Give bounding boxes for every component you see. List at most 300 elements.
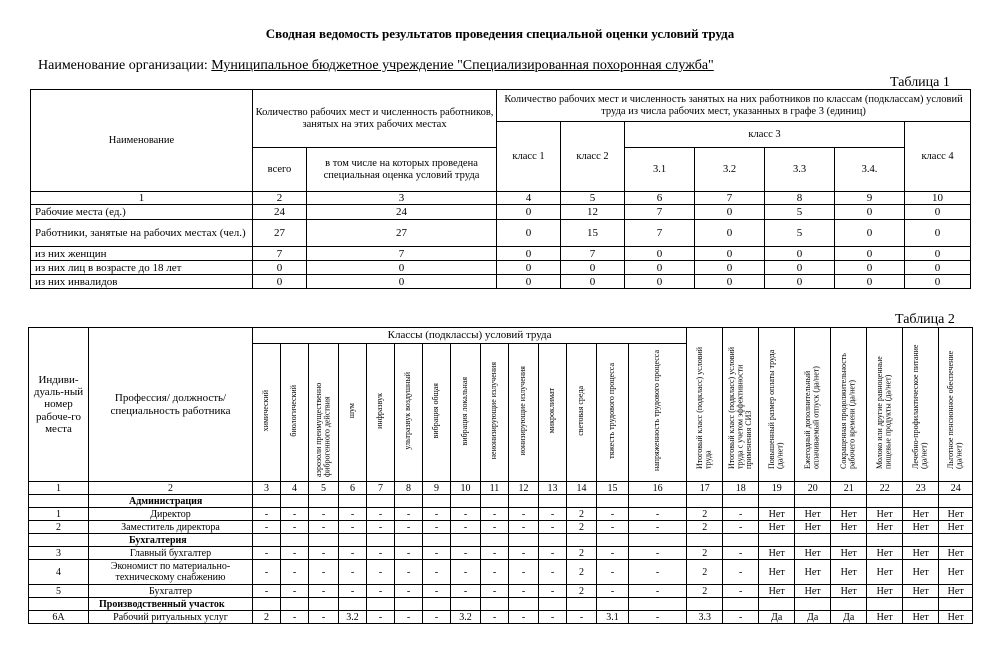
- header-factor: [281, 344, 309, 482]
- row-label: из них женщин: [31, 247, 253, 261]
- class-cell: -: [539, 560, 567, 585]
- class-cell: -: [423, 611, 451, 624]
- class-cell: Нет: [867, 611, 903, 624]
- header-total: всего: [253, 148, 307, 192]
- header-extra: [867, 328, 903, 482]
- class-cell: 2: [567, 585, 597, 598]
- class-cell: Нет: [939, 611, 973, 624]
- class-cell: -: [281, 508, 309, 521]
- class-cell: -: [451, 560, 481, 585]
- vertical-label: Итоговый класс (подкласс) условий труда: [695, 346, 713, 469]
- class-cell: -: [481, 585, 509, 598]
- class-cell: Нет: [795, 521, 831, 534]
- col-number: 15: [597, 482, 629, 495]
- vertical-label: Повышенный размер оплаты труда (да/нет): [767, 349, 785, 469]
- cell: 7: [307, 247, 497, 261]
- workplace-id: 2: [29, 521, 89, 534]
- class-cell: -: [723, 521, 759, 534]
- cell: 24: [253, 205, 307, 220]
- class-cell: Нет: [867, 585, 903, 598]
- header-factor: [253, 344, 281, 482]
- header-factor: [567, 344, 597, 482]
- col-number: 11: [481, 482, 509, 495]
- class-cell: -: [423, 560, 451, 585]
- header-factor: [451, 344, 481, 482]
- cell: 0: [253, 261, 307, 275]
- section-title: Бухгалтерия: [89, 534, 253, 547]
- row-label: из них инвалидов: [31, 275, 253, 289]
- document-title: Сводная ведомость результатов проведения специальной оценки условий труда: [265, 26, 735, 41]
- cell: 0: [253, 275, 307, 289]
- class-cell: -: [539, 508, 567, 521]
- class-cell: -: [451, 508, 481, 521]
- class-cell: Да: [759, 611, 795, 624]
- class-cell: -: [509, 521, 539, 534]
- class-cell: 2: [687, 508, 723, 521]
- class-cell: -: [395, 611, 423, 624]
- class-cell: Нет: [939, 521, 973, 534]
- col-number: 2: [253, 192, 307, 205]
- col-number: 4: [497, 192, 561, 205]
- class-cell: Нет: [939, 560, 973, 585]
- class-cell: -: [423, 508, 451, 521]
- table-row: [29, 560, 973, 585]
- class-cell: -: [629, 611, 687, 624]
- vertical-label: химический: [261, 390, 271, 432]
- class-cell: -: [539, 585, 567, 598]
- class-cell: -: [481, 521, 509, 534]
- cell: 0: [835, 261, 905, 275]
- profession-name: Бухгалтер: [89, 585, 253, 598]
- row-label: Рабочие места (ед.): [31, 205, 253, 220]
- class-cell: 3.1: [597, 611, 629, 624]
- class-cell: -: [509, 560, 539, 585]
- class-cell: -: [423, 547, 451, 560]
- header-count: Количество рабочих мест и численность работников, занятых на этих рабочих местах: [253, 90, 497, 148]
- vertical-label: Сокращенная продолжительность рабочего времени (да/нет): [839, 353, 857, 469]
- cell: 7: [625, 205, 695, 220]
- cell: 0: [561, 275, 625, 289]
- class-cell: 3.2: [451, 611, 481, 624]
- col-number: 16: [629, 482, 687, 495]
- class-cell: Нет: [903, 508, 939, 521]
- class-cell: -: [309, 547, 339, 560]
- header-factor: [597, 344, 629, 482]
- section-row: [29, 495, 973, 508]
- class-cell: -: [395, 585, 423, 598]
- class-cell: -: [723, 547, 759, 560]
- cell: 0: [905, 275, 971, 289]
- cell: 7: [561, 247, 625, 261]
- class-cell: Нет: [903, 521, 939, 534]
- cell: 0: [695, 220, 765, 247]
- col-number: 2: [89, 482, 253, 495]
- vertical-label: вибрация локальная: [460, 376, 470, 446]
- header-factor: [539, 344, 567, 482]
- class-cell: -: [253, 508, 281, 521]
- table-row: [31, 247, 971, 261]
- class-cell: 2: [253, 611, 281, 624]
- class-cell: -: [339, 521, 367, 534]
- class-cell: Нет: [867, 547, 903, 560]
- class-cell: Да: [831, 611, 867, 624]
- class-cell: -: [367, 585, 395, 598]
- summary-table: [30, 89, 971, 289]
- class-cell: Нет: [795, 547, 831, 560]
- class-cell: -: [539, 547, 567, 560]
- class-cell: Да: [795, 611, 831, 624]
- col-number: 7: [695, 192, 765, 205]
- header-factor: [309, 344, 339, 482]
- col-number: 12: [509, 482, 539, 495]
- class-cell: -: [723, 508, 759, 521]
- col-number: 1: [29, 482, 89, 495]
- class-cell: -: [539, 611, 567, 624]
- vertical-label: вибрация общая: [431, 383, 441, 439]
- cell: 0: [835, 220, 905, 247]
- cell: 0: [765, 247, 835, 261]
- class-cell: Нет: [939, 508, 973, 521]
- cell: 7: [253, 247, 307, 261]
- workplace-id: 1: [29, 508, 89, 521]
- header-factor: [481, 344, 509, 482]
- class-cell: -: [395, 508, 423, 521]
- class-cell: -: [629, 508, 687, 521]
- table-row: [29, 611, 973, 624]
- cell: 0: [561, 261, 625, 275]
- profession-name: Рабочий ритуальных услуг: [89, 611, 253, 624]
- section-row: [29, 598, 973, 611]
- organization-label: Наименование организации:: [38, 58, 208, 73]
- section-title: Производственный участок: [89, 598, 253, 611]
- row-label: из них лиц в возрасте до 18 лет: [31, 261, 253, 275]
- header-3-4: 3.4.: [835, 148, 905, 192]
- class-cell: -: [281, 611, 309, 624]
- col-number: 8: [765, 192, 835, 205]
- cell: 0: [835, 205, 905, 220]
- table-row: [29, 585, 973, 598]
- profession-name: Заместитель директора: [89, 521, 253, 534]
- vertical-label: неионизирующие излучения: [489, 362, 499, 460]
- workplace-id: 6А: [29, 611, 89, 624]
- cell: 27: [307, 220, 497, 247]
- table1-caption: Таблица 1: [890, 75, 950, 90]
- class-cell: 2: [687, 585, 723, 598]
- column-numbers: [29, 482, 973, 495]
- table2-caption: Таблица 2: [895, 312, 955, 327]
- vertical-label: световая среда: [576, 386, 586, 436]
- cell: 0: [497, 261, 561, 275]
- header-factor: [629, 344, 687, 482]
- profession-name: Главный бухгалтер: [89, 547, 253, 560]
- profession-name: Директор: [89, 508, 253, 521]
- class-cell: 2: [567, 560, 597, 585]
- vertical-label: ионизирующие излучения: [518, 366, 528, 456]
- col-number: 18: [723, 482, 759, 495]
- vertical-label: Ежегодный дополнительный оплачиваемый отпуск (да/нет): [803, 366, 821, 469]
- workplace-id: 3: [29, 547, 89, 560]
- header-class4: класс 4: [905, 122, 971, 192]
- class-cell: Нет: [867, 521, 903, 534]
- class-cell: -: [629, 521, 687, 534]
- cell: 27: [253, 220, 307, 247]
- cell: 0: [497, 205, 561, 220]
- cell: 0: [765, 275, 835, 289]
- header-factor: [339, 344, 367, 482]
- cell: 0: [497, 220, 561, 247]
- cell: 24: [307, 205, 497, 220]
- class-cell: -: [281, 547, 309, 560]
- class-cell: -: [509, 508, 539, 521]
- class-cell: -: [481, 611, 509, 624]
- class-cell: -: [339, 547, 367, 560]
- cell: 0: [905, 247, 971, 261]
- cell: 0: [497, 247, 561, 261]
- cell: 0: [835, 247, 905, 261]
- class-cell: -: [309, 521, 339, 534]
- cell: 0: [905, 261, 971, 275]
- cell: 0: [695, 205, 765, 220]
- class-cell: -: [395, 560, 423, 585]
- class-cell: -: [253, 560, 281, 585]
- class-cell: -: [629, 585, 687, 598]
- class-cell: 2: [687, 547, 723, 560]
- table-row: [31, 275, 971, 289]
- col-number: 17: [687, 482, 723, 495]
- class-cell: -: [309, 611, 339, 624]
- header-name: Наименование: [31, 90, 253, 192]
- class-cell: -: [339, 560, 367, 585]
- vertical-label: аэрозоли преимущественно фиброгенного действия: [314, 382, 332, 477]
- header-3-1: 3.1: [625, 148, 695, 192]
- class-cell: Нет: [759, 521, 795, 534]
- class-cell: Нет: [903, 611, 939, 624]
- class-cell: Нет: [795, 560, 831, 585]
- class-cell: -: [367, 508, 395, 521]
- cell: 0: [695, 275, 765, 289]
- class-cell: -: [451, 547, 481, 560]
- cell: 0: [497, 275, 561, 289]
- class-cell: 2: [567, 521, 597, 534]
- col-number: 3: [253, 482, 281, 495]
- class-cell: Нет: [795, 585, 831, 598]
- cell: 0: [625, 261, 695, 275]
- vertical-label: тяжесть трудового процесса: [607, 363, 617, 459]
- section-row: [29, 534, 973, 547]
- cell: 12: [561, 205, 625, 220]
- class-cell: -: [395, 521, 423, 534]
- header-extra: [831, 328, 867, 482]
- table-row: [29, 508, 973, 521]
- col-number: 10: [451, 482, 481, 495]
- class-cell: Нет: [759, 508, 795, 521]
- col-number: 5: [309, 482, 339, 495]
- class-cell: -: [481, 508, 509, 521]
- class-cell: -: [309, 508, 339, 521]
- col-number: 4: [281, 482, 309, 495]
- header-extra: [903, 328, 939, 482]
- header-factor: [395, 344, 423, 482]
- cell: 5: [765, 220, 835, 247]
- class-cell: -: [723, 560, 759, 585]
- class-cell: Нет: [759, 547, 795, 560]
- class-cell: Нет: [831, 560, 867, 585]
- class-cell: -: [281, 521, 309, 534]
- vertical-label: Молоко или другие равноценные пищевые продукты (да/нет): [875, 356, 893, 469]
- class-cell: -: [597, 585, 629, 598]
- col-number: 8: [395, 482, 423, 495]
- header-extra: [795, 328, 831, 482]
- class-cell: -: [339, 508, 367, 521]
- header-factor: [423, 344, 451, 482]
- class-cell: Нет: [831, 585, 867, 598]
- col-number: 19: [759, 482, 795, 495]
- class-cell: 2: [567, 547, 597, 560]
- table-row: [31, 220, 971, 247]
- col-number: 5: [561, 192, 625, 205]
- table-row: [29, 521, 973, 534]
- class-cell: Нет: [795, 508, 831, 521]
- class-cell: -: [567, 611, 597, 624]
- cell: 5: [765, 205, 835, 220]
- table-row: [31, 205, 971, 220]
- cell: 0: [625, 247, 695, 261]
- cell: 0: [765, 261, 835, 275]
- cell: 0: [905, 205, 971, 220]
- class-cell: -: [597, 547, 629, 560]
- col-number: 20: [795, 482, 831, 495]
- class-cell: Нет: [831, 547, 867, 560]
- class-cell: -: [597, 521, 629, 534]
- class-cell: Нет: [903, 585, 939, 598]
- class-cell: -: [253, 521, 281, 534]
- class-cell: 3.3: [687, 611, 723, 624]
- cell: 0: [905, 220, 971, 247]
- col-number: 3: [307, 192, 497, 205]
- class-cell: -: [367, 611, 395, 624]
- class-cell: -: [509, 547, 539, 560]
- class-cell: -: [509, 585, 539, 598]
- vertical-label: биологический: [289, 385, 299, 437]
- header-factor: [367, 344, 395, 482]
- class-cell: Нет: [939, 547, 973, 560]
- col-number: 14: [567, 482, 597, 495]
- class-cell: -: [629, 547, 687, 560]
- header-class2: класс 2: [561, 122, 625, 192]
- cell: 0: [307, 261, 497, 275]
- vertical-label: микроклимат: [547, 388, 557, 434]
- class-cell: Нет: [831, 521, 867, 534]
- class-cell: -: [395, 547, 423, 560]
- class-cell: -: [451, 585, 481, 598]
- class-cell: Нет: [867, 508, 903, 521]
- col-number: 7: [367, 482, 395, 495]
- vertical-label: ультразвук воздушный: [403, 372, 413, 450]
- table-row: [31, 261, 971, 275]
- class-cell: -: [597, 560, 629, 585]
- cell: 0: [695, 261, 765, 275]
- col-number: 9: [835, 192, 905, 205]
- cell: 0: [307, 275, 497, 289]
- header-profession: Профессия/ должность/ специальность работника: [89, 328, 253, 482]
- class-cell: 2: [687, 560, 723, 585]
- col-number: 22: [867, 482, 903, 495]
- class-cell: Нет: [759, 560, 795, 585]
- cell: 7: [625, 220, 695, 247]
- header-extra: [759, 328, 795, 482]
- header-3-3: 3.3: [765, 148, 835, 192]
- organization-name: Муниципальное бюджетное учреждение "Специализированная похоронная служба": [211, 58, 714, 73]
- vertical-label: Льготное пенсионное обеспечение (да/нет): [946, 350, 964, 469]
- class-cell: -: [309, 585, 339, 598]
- class-cell: -: [339, 585, 367, 598]
- vertical-label: Лечебно-профилактическое питание (да/нет): [911, 344, 929, 469]
- class-cell: -: [539, 521, 567, 534]
- vertical-label: инфразвук: [375, 393, 385, 429]
- col-number: 9: [423, 482, 451, 495]
- class-cell: 3.2: [339, 611, 367, 624]
- class-cell: -: [367, 547, 395, 560]
- vertical-label: напряженность трудового процесса: [652, 350, 662, 472]
- class-cell: -: [509, 611, 539, 624]
- class-cell: Нет: [939, 585, 973, 598]
- header-class1: класс 1: [497, 122, 561, 192]
- vertical-label: шум: [347, 403, 357, 419]
- class-cell: -: [481, 547, 509, 560]
- cell: 0: [625, 275, 695, 289]
- class-cell: -: [281, 560, 309, 585]
- class-cell: -: [281, 585, 309, 598]
- col-number: 23: [903, 482, 939, 495]
- header-workplace-id: Индиви-дуаль-ный номер рабоче-го места: [29, 328, 89, 482]
- cell: 0: [695, 247, 765, 261]
- table-row: [29, 547, 973, 560]
- header-assessed: в том числе на которых проведена специальная оценка условий труда: [307, 148, 497, 192]
- row-label: Работники, занятые на рабочих местах (чел.): [31, 220, 253, 247]
- class-cell: -: [253, 585, 281, 598]
- class-cell: Нет: [759, 585, 795, 598]
- header-3-2: 3.2: [695, 148, 765, 192]
- class-cell: Нет: [867, 560, 903, 585]
- section-title: Администрация: [89, 495, 253, 508]
- vertical-label: Итоговый класс (подкласс) условий труда с учетом эффективности применения СИЗ: [727, 346, 753, 469]
- profession-name: Экономист по материально-техническому снабжению: [89, 560, 253, 585]
- class-cell: Нет: [831, 508, 867, 521]
- col-number: 13: [539, 482, 567, 495]
- col-number: 10: [905, 192, 971, 205]
- workplace-id: 5: [29, 585, 89, 598]
- class-cell: -: [423, 521, 451, 534]
- header-classes: Классы (подклассы) условий труда: [253, 328, 687, 344]
- class-cell: -: [481, 560, 509, 585]
- col-number: 6: [625, 192, 695, 205]
- class-cell: -: [309, 560, 339, 585]
- class-cell: -: [629, 560, 687, 585]
- class-cell: -: [423, 585, 451, 598]
- class-cell: -: [253, 547, 281, 560]
- class-cell: 2: [687, 521, 723, 534]
- cell: 0: [835, 275, 905, 289]
- header-factor: [509, 344, 539, 482]
- class-cell: -: [367, 521, 395, 534]
- header-class3: класс 3: [625, 122, 905, 148]
- cell: 15: [561, 220, 625, 247]
- col-number: 6: [339, 482, 367, 495]
- class-cell: 2: [567, 508, 597, 521]
- col-number: 1: [31, 192, 253, 205]
- class-cell: -: [723, 585, 759, 598]
- class-cell: -: [451, 521, 481, 534]
